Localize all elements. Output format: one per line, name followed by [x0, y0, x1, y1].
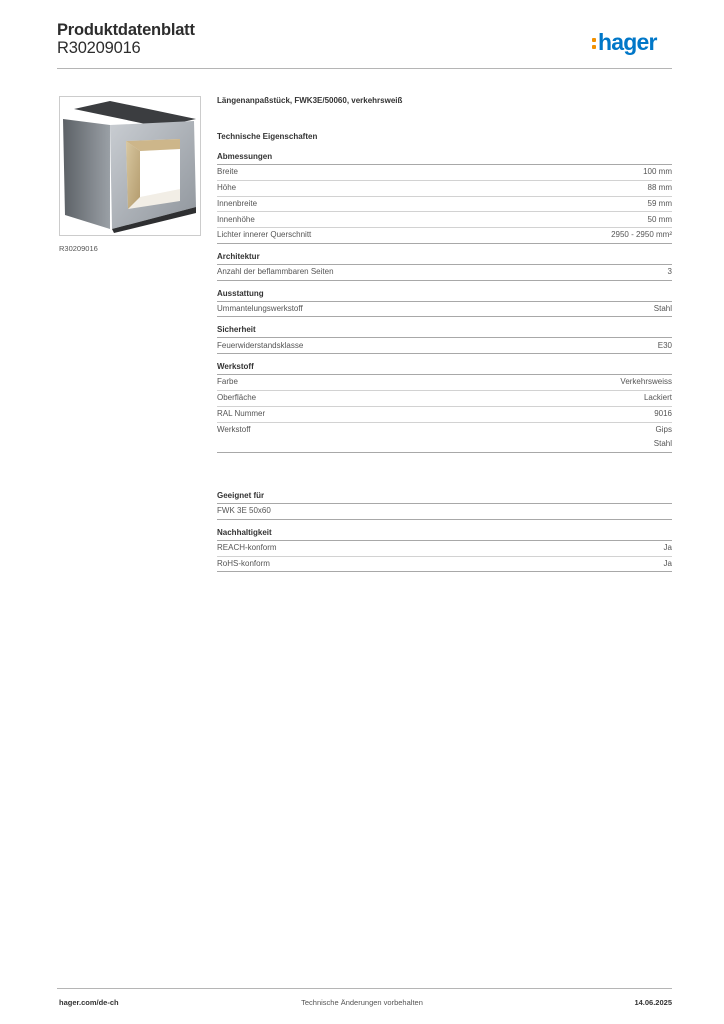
spec-value-line: Stahl [653, 303, 672, 313]
spec-value [654, 407, 672, 422]
spec-row [217, 181, 672, 197]
spec-section [217, 287, 672, 318]
spec-label: Innenbreite [217, 198, 258, 208]
spec-value [644, 391, 672, 406]
spec-label: Breite [217, 167, 238, 177]
article-number: R30209016 [57, 39, 141, 57]
spec-section [217, 250, 672, 281]
spec-value-line: Lackiert [643, 393, 672, 403]
section-title: Sicherheit [217, 323, 672, 338]
spec-label: Anzahl der beflammbaren Seiten [217, 267, 334, 277]
product-image [59, 96, 201, 236]
spec-value [611, 228, 672, 243]
spec-label: RAL Nummer [217, 409, 266, 418]
spec-value [643, 165, 672, 180]
tech-properties-title: Technische Eigenschaften [217, 132, 318, 141]
section-title: Architektur [217, 250, 672, 265]
spec-label: Werkstoff [217, 424, 251, 434]
spec-row [217, 423, 672, 453]
spec-value-line: Gips [655, 424, 672, 434]
spec-row [217, 197, 672, 213]
footer-divider [57, 988, 672, 989]
spec-value [648, 181, 672, 196]
spec-row [217, 265, 672, 281]
spec-label: Lichter innerer Querschnitt [217, 230, 312, 240]
page-title: Produktdatenblatt [57, 21, 195, 39]
spec-label: RoHS-konform [217, 558, 270, 568]
spec-row [217, 302, 672, 318]
spec-value-line: 59 mm [647, 198, 672, 208]
spec-value-line: 88 mm [647, 182, 672, 192]
image-caption: R30209016 [59, 244, 98, 253]
spec-value [648, 197, 672, 212]
spec-label: REACH-konform [217, 542, 277, 552]
spec-value [654, 302, 672, 317]
spec-row [217, 391, 672, 407]
spec-value-line: 50 mm [647, 214, 672, 224]
spec-value [648, 213, 672, 228]
spec-value [664, 557, 672, 572]
spec-value [668, 265, 672, 280]
spec-label: Innenhöhe [217, 214, 255, 224]
product-name: Längenanpaßstück, FWK3E/50060, verkehrsweiß [217, 96, 403, 105]
spec-section [217, 489, 672, 520]
footer-website-link[interactable]: hager.com/de-ch [59, 998, 119, 1007]
spec-content [217, 94, 672, 572]
spec-value-line: 2950 - 2950 mm² [611, 230, 672, 240]
spec-label: Höhe [217, 182, 237, 192]
spec-value [654, 423, 672, 452]
spec-label: FWK 3E 50x60 [217, 506, 271, 516]
spec-section [217, 150, 672, 244]
spec-value [664, 541, 672, 556]
spec-section [217, 526, 672, 573]
spec-label: Oberfläche [217, 393, 257, 403]
spec-value-line: Stahl [653, 439, 672, 449]
spec-row [217, 541, 672, 557]
section-title: Geeignet für [217, 489, 672, 504]
spec-row [217, 228, 672, 244]
spec-row [217, 338, 672, 354]
spec-section [217, 360, 672, 453]
header-divider [57, 68, 672, 69]
spec-value-line: 9016 [654, 409, 672, 418]
footer-disclaimer: Technische Änderungen vorbehalten [301, 998, 423, 1007]
extra-sections [217, 489, 672, 572]
spec-value [620, 375, 672, 390]
spec-row [217, 375, 672, 391]
spec-sections [217, 150, 672, 453]
section-title: Ausstattung [217, 287, 672, 302]
section-title: Nachhaltigkeit [217, 526, 672, 541]
logo-text: hager [598, 28, 657, 55]
spec-row [217, 557, 672, 573]
spec-row [217, 504, 672, 520]
spec-value-line: 3 [667, 267, 672, 277]
spec-value-line: Ja [663, 542, 672, 552]
spec-value-line: Verkehrsweiss [620, 377, 672, 387]
spec-section [217, 323, 672, 354]
spec-label: Farbe [217, 377, 238, 387]
spec-row [217, 407, 672, 423]
hager-logo[interactable] [592, 27, 657, 57]
spec-value-line: Ja [663, 558, 672, 568]
spec-label: Feuerwiderstandsklasse [217, 340, 304, 350]
spec-row [217, 165, 672, 181]
spec-row [217, 212, 672, 228]
section-title: Abmessungen [217, 150, 672, 165]
logo-dots-icon [592, 38, 596, 49]
spec-value-line: E30 [657, 340, 672, 350]
spec-value [658, 339, 672, 354]
section-title: Werkstoff [217, 360, 672, 375]
spec-label: Ummantelungswerkstoff [217, 303, 303, 313]
spec-value-line: 100 mm [643, 167, 672, 177]
footer-date: 14.06.2025 [634, 998, 672, 1007]
